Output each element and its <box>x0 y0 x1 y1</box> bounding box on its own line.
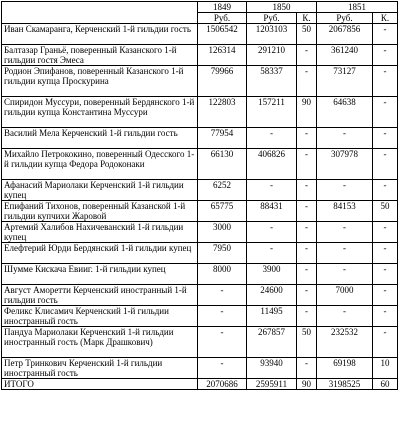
value-1851-kop-cell: - <box>373 128 398 149</box>
value-1850-kop-cell: - <box>297 180 317 201</box>
value-1850-rub-cell: 58337 <box>247 66 297 97</box>
value-1850-rub-cell: 24600 <box>247 285 297 306</box>
value-1850-kop-cell: 90 <box>297 97 317 128</box>
header-unit-rub-1850: Руб. <box>247 13 297 24</box>
header-unit-rub-1851: Руб. <box>317 13 373 24</box>
merchant-name-cell: Пандуа Мариолаки Керченский 1-й гильдии иностранный гость (Марк Драшкович) <box>2 327 198 358</box>
merchant-name-cell: Михайло Петрококино, поверенный Одесского 1-й гильдии купца Федора Родоконаки <box>2 149 198 180</box>
value-1851-kop-cell: 50 <box>373 201 398 222</box>
value-1851-kop-cell: - <box>373 285 398 306</box>
header-year-1850: 1850 <box>247 2 317 13</box>
merchant-name-cell: Афанасий Мариолаки Керченский 1-й гильдии купец <box>2 180 198 201</box>
value-1850-rub-cell: 1203103 <box>247 24 297 45</box>
merchant-name-cell: Петр Тринкович Керченский 1-й гильдии иностранный гость <box>2 358 198 379</box>
table-row <box>2 358 398 379</box>
merchant-name-cell: Василий Мела Керченский 1-й гильдии гость <box>2 128 198 149</box>
table-row <box>2 45 398 66</box>
value-1850-kop-cell: - <box>297 201 317 222</box>
value-1850-kop-cell: 50 <box>297 327 317 358</box>
value-1851-rub-cell: - <box>317 306 373 327</box>
value-1850-rub-cell: 93940 <box>247 358 297 379</box>
value-1851-rub-cell: 69198 <box>317 358 373 379</box>
value-1849-rub-cell: - <box>198 306 247 327</box>
value-1851-rub-cell: 361240 <box>317 45 373 66</box>
value-1850-kop-cell: - <box>297 285 317 306</box>
value-1851-kop-cell: - <box>373 180 398 201</box>
value-1851-kop-cell: - <box>373 66 398 97</box>
value-1850-rub-cell: - <box>247 128 297 149</box>
header-years-row <box>2 2 398 13</box>
value-1851-rub-cell: 307978 <box>317 149 373 180</box>
value-1851-kop-cell: 10 <box>373 358 398 379</box>
value-1850-kop-cell: 90 <box>297 379 317 390</box>
table-row <box>2 180 398 201</box>
value-1850-rub-cell: - <box>247 243 297 264</box>
value-1851-rub-cell: 2067856 <box>317 24 373 45</box>
value-1850-rub-cell: 157211 <box>247 97 297 128</box>
merchant-name-cell: Шумме Кискача Евииг. 1-й гильдии купец <box>2 264 198 285</box>
value-1850-rub-cell: 406826 <box>247 149 297 180</box>
value-1850-kop-cell: 50 <box>297 24 317 45</box>
value-1850-rub-cell: - <box>247 222 297 243</box>
value-1851-rub-cell: 232532 <box>317 327 373 358</box>
value-1851-kop-cell: - <box>373 243 398 264</box>
value-1849-rub-cell: 65775 <box>198 201 247 222</box>
table-row <box>2 243 398 264</box>
value-1850-kop-cell: - <box>297 243 317 264</box>
table-row <box>2 327 398 358</box>
value-1849-rub-cell: 1506542 <box>198 24 247 45</box>
value-1851-kop-cell: - <box>373 24 398 45</box>
value-1851-kop-cell: - <box>373 97 398 128</box>
header-year-1849: 1849 <box>198 2 247 13</box>
merchant-name-cell: Родион Эпифанов, поверенный Казанского 1-й гильдии купца Проскурина <box>2 66 198 97</box>
value-1851-rub-cell: 73127 <box>317 66 373 97</box>
value-1850-kop-cell: - <box>297 128 317 149</box>
value-1851-rub-cell: - <box>317 180 373 201</box>
value-1849-rub-cell: 7950 <box>198 243 247 264</box>
value-1851-kop-cell: - <box>373 45 398 66</box>
total-row <box>2 379 398 390</box>
value-1850-kop-cell: - <box>297 358 317 379</box>
value-1851-rub-cell: 3198525 <box>317 379 373 390</box>
table-row <box>2 66 398 97</box>
header-blank-cell <box>2 2 198 24</box>
merchant-turnover-table <box>1 1 398 390</box>
value-1851-kop-cell: 60 <box>373 379 398 390</box>
value-1849-rub-cell: 3000 <box>198 222 247 243</box>
value-1849-rub-cell: 66130 <box>198 149 247 180</box>
value-1851-kop-cell: - <box>373 264 398 285</box>
value-1851-kop-cell: - <box>373 222 398 243</box>
value-1849-rub-cell: - <box>198 358 247 379</box>
table-row <box>2 149 398 180</box>
value-1850-kop-cell: - <box>297 222 317 243</box>
merchant-name-cell: Август Аморетти Керченский иностранный 1-й гильдии гость <box>2 285 198 306</box>
header-year-1851: 1851 <box>317 2 398 13</box>
value-1849-rub-cell: 6252 <box>198 180 247 201</box>
table-row <box>2 285 398 306</box>
merchant-name-cell: Иван Скамаранга, Керченский 1-й гильдии гость <box>2 24 198 45</box>
header-unit-rub-1849: Руб. <box>198 13 247 24</box>
value-1850-rub-cell: - <box>247 180 297 201</box>
table-row <box>2 222 398 243</box>
value-1849-rub-cell: - <box>198 285 247 306</box>
table-row <box>2 128 398 149</box>
value-1851-rub-cell: - <box>317 264 373 285</box>
merchant-name-cell: Спиридон Муссури, поверенный Бердянского 1-й гильдии купца Константина Муссури <box>2 97 198 128</box>
merchant-name-cell: Епифаний Тихонов, поверенный Казанской 1-й гильдии купчихи Жаровой <box>2 201 198 222</box>
merchant-name-cell: ИТОГО <box>2 379 198 390</box>
value-1851-rub-cell: 84153 <box>317 201 373 222</box>
table-row <box>2 24 398 45</box>
merchant-name-cell: Артемий Халибов Нахичеванский 1-й гильдии купец <box>2 222 198 243</box>
value-1850-rub-cell: 88431 <box>247 201 297 222</box>
value-1851-rub-cell: - <box>317 243 373 264</box>
value-1850-rub-cell: 11495 <box>247 306 297 327</box>
value-1850-kop-cell: - <box>297 45 317 66</box>
value-1849-rub-cell: 77954 <box>198 128 247 149</box>
value-1849-rub-cell: 2070686 <box>198 379 247 390</box>
value-1850-rub-cell: 267857 <box>247 327 297 358</box>
merchant-name-cell: Елефтерий Юрди Бердянский 1-й гильдии купец <box>2 243 198 264</box>
table-row <box>2 97 398 128</box>
table-row <box>2 264 398 285</box>
value-1850-kop-cell: - <box>297 264 317 285</box>
table-row <box>2 201 398 222</box>
value-1849-rub-cell: - <box>198 327 247 358</box>
header-unit-kop-1851: К. <box>373 13 398 24</box>
merchant-name-cell: Балтазар Граньё, поверенный Казанского 1-й гильдии гостя Эмеса <box>2 45 198 66</box>
value-1851-kop-cell: - <box>373 149 398 180</box>
table-row <box>2 306 398 327</box>
value-1851-kop-cell: - <box>373 306 398 327</box>
value-1851-rub-cell: 64638 <box>317 97 373 128</box>
value-1851-rub-cell: 7000 <box>317 285 373 306</box>
value-1849-rub-cell: 122803 <box>198 97 247 128</box>
value-1850-rub-cell: 3900 <box>247 264 297 285</box>
value-1851-kop-cell: - <box>373 327 398 358</box>
value-1850-kop-cell: - <box>297 149 317 180</box>
value-1850-kop-cell: - <box>297 66 317 97</box>
value-1849-rub-cell: 79966 <box>198 66 247 97</box>
merchant-name-cell: Феликс Клисамич Керченский 1-й гильдии иностранный гость <box>2 306 198 327</box>
value-1851-rub-cell: - <box>317 128 373 149</box>
value-1850-kop-cell: - <box>297 306 317 327</box>
header-unit-kop-1850: К. <box>297 13 317 24</box>
value-1850-rub-cell: 291210 <box>247 45 297 66</box>
value-1850-rub-cell: 2595911 <box>247 379 297 390</box>
value-1849-rub-cell: 8000 <box>198 264 247 285</box>
value-1851-rub-cell: - <box>317 222 373 243</box>
value-1849-rub-cell: 126314 <box>198 45 247 66</box>
